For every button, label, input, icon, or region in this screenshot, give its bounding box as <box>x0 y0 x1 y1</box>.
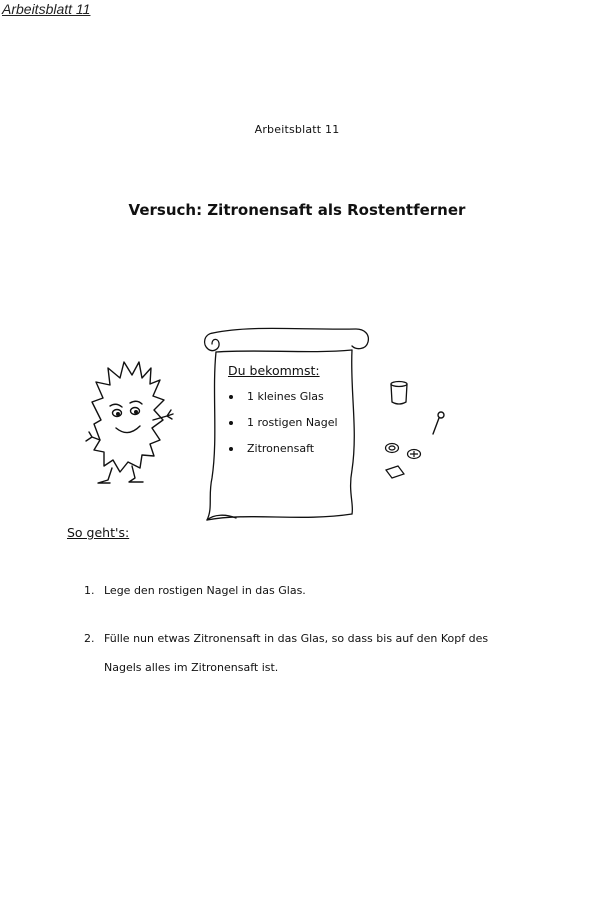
materials-heading: Du bekommst: <box>228 363 320 378</box>
corner-label: Arbeitsblatt 11 <box>2 1 91 17</box>
glass-icon <box>391 382 407 405</box>
step-text: Fülle nun etwas Zitronensaft in das Glas, so dass bis auf den Kopf des Nagels alles im Zitronensaft ist. <box>104 632 489 674</box>
nail-icon <box>433 412 444 434</box>
step-text: Lege den rostigen Nagel in das Glas. <box>104 584 306 597</box>
list-item <box>84 576 514 605</box>
lemon-slices-icon <box>386 444 421 479</box>
sheet-number: Arbeitsblatt 11 <box>254 123 340 136</box>
materials-list <box>228 389 338 467</box>
step-number: 2. <box>84 632 95 645</box>
instructions-list <box>84 576 514 701</box>
step-number: 1. <box>84 584 95 597</box>
hedgehog-character-icon <box>86 362 173 483</box>
list-item <box>84 624 514 682</box>
list-item: 1 kleines Glas <box>228 389 338 415</box>
instructions-heading: So geht's: <box>67 525 130 540</box>
list-item: Zitronensaft <box>228 441 338 467</box>
page-title: Versuch: Zitronensaft als Rostentferner <box>128 201 466 219</box>
list-item: 1 rostigen Nagel <box>228 415 338 441</box>
